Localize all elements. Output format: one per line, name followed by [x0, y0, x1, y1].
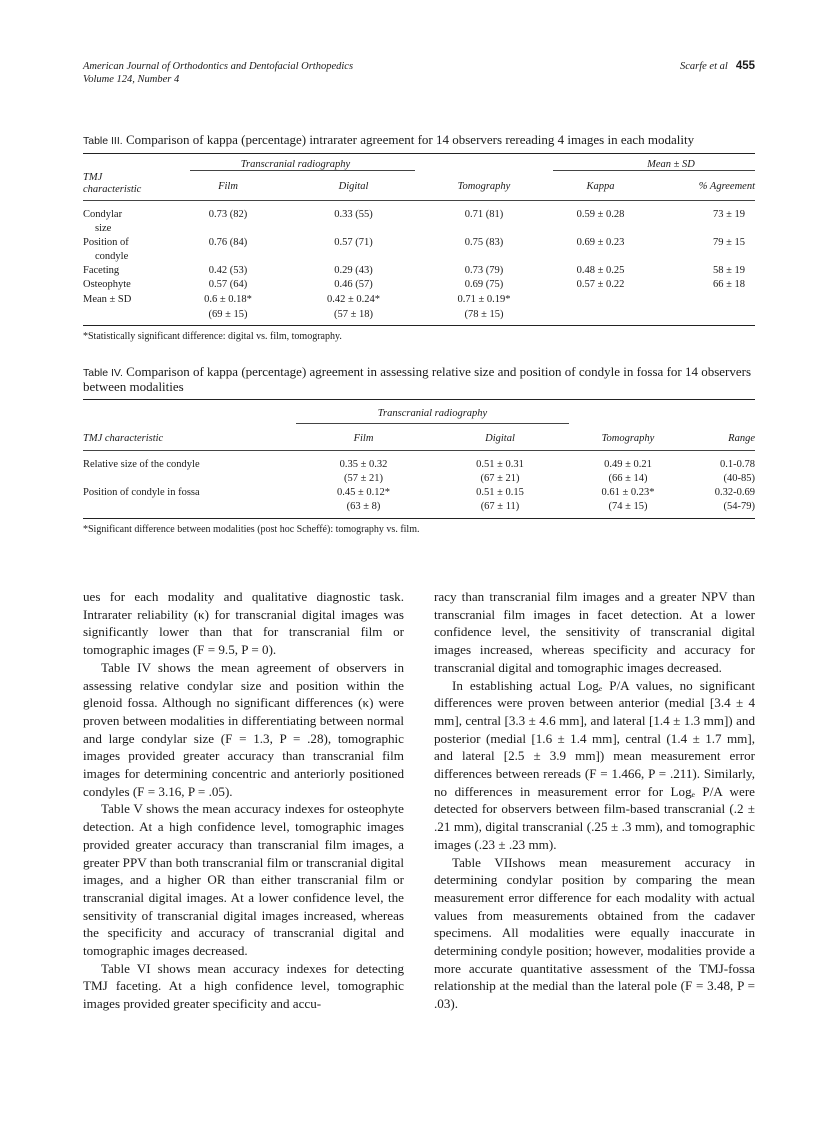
table-iii-grid — [83, 154, 755, 196]
cell-film-pct: (57 ± 21) — [343, 473, 383, 484]
cell-range: 0.32-0.69 — [714, 487, 755, 498]
table-iii-head-film: Film — [218, 181, 238, 192]
cell-agreement: 73 ± 19 — [712, 209, 745, 220]
cell-tomography: 0.61 ± 0.23* — [601, 487, 655, 498]
paragraph: Table IV shows the mean agreement of observers in assessing relative condylar size and position within the glenoid fossa. Although no significant differences (κ) were proven between modalities in differentiating between normal and large condylar size (F = 1.3, P = .28), tomographic images provided greater accuracy than transcranial film images for determining concentric and anteriorly positioned condyles (F = 3.16, P = .05). — [83, 659, 404, 799]
paragraph: racy than transcranial film images and a greater NPV than transcranial film images in facet detection. At a lower confidence level, the sensitivity of transcranial digital images increased, whereas specificity and accuracy for transcranial digital and tomographic images decreased. — [434, 589, 755, 675]
cell-digital: 0.51 ± 0.15 — [476, 487, 524, 498]
table-iv-label: Table IV. — [83, 367, 123, 379]
cell-digital: 0.29 (43) — [334, 265, 373, 276]
cell-film: 0.35 ± 0.32 — [339, 459, 388, 470]
cell-agreement: 79 ± 15 — [712, 237, 745, 248]
paragraph: In establishing actual Logₑ P/A values, no significant differences were proven between anterior (medial [3.4 ± 4 mm], central [3.3 ± 4.6 mm], and lateral [1.4 ± 1.3 mm]) and posterior (medial [1.6 ± 1.4 mm], central (1.4 ± 1.7 mm], and lateral [2.5 ± 3.9 mm]) mean measurement error differences between rereads (F = 1.466, P = .211). Similarly, no differences in measurement error for Logₑ P/A were detected for observers between film-based transcranial (.2 ± .21 mm), digital transcranial (.25 ± .3 mm), and tomographic images (.23 ± .23 mm). — [434, 677, 755, 852]
row-label: Faceting — [83, 265, 120, 276]
table-iv-caption-text: Comparison of kappa (percentage) agreement in assessing relative size and position of condyle in fossa for 14 observers between modalities — [83, 364, 752, 394]
page-number: 455 — [735, 60, 755, 72]
table-iii-mean-digital-pct: (57 ± 18) — [333, 309, 373, 320]
table-row — [83, 486, 755, 514]
table-iii-caption — [83, 133, 755, 148]
paragraph: ues for each modality and qualitative diagnostic task. Intrarater reliability (κ) for transcranial digital images was significantly lower than that for transcranial film or tomographic images (F = 9.5, P = 0). — [83, 589, 404, 658]
row-label: Osteophyte — [83, 279, 131, 290]
row-label: Position of condyle in fossa — [83, 487, 200, 498]
paragraph: Table V shows the mean accuracy indexes for osteophyte detection. At a high confidence level, tomographic images provided greater accuracy than transcranial film images, a greater PPV than both transcranial film or transcranial digital images, and a higher OR than either transcranial film or transcranial digital images. At a lower confidence level, the sensitivity of transcranial digital images increased, whereas the specificity and accuracy of transcranial digital and tomographic images decreased. — [83, 801, 404, 959]
cell-tomography: 0.49 ± 0.21 — [604, 459, 652, 470]
table-row — [83, 208, 755, 236]
table-iv-head-range: Range — [728, 433, 755, 444]
table-iv — [83, 365, 755, 535]
body-text — [83, 588, 755, 1013]
paragraph: Table VI shows mean accuracy indexes for detecting TMJ faceting. At a high confidence level, tomographic images provided greater specificity and accu- — [83, 960, 404, 1012]
cell-tomography: 0.75 (83) — [464, 237, 504, 248]
table-row — [83, 236, 755, 264]
cell-digital: 0.57 (71) — [334, 237, 373, 248]
cell-kappa: 0.57 ± 0.22 — [576, 279, 625, 290]
paragraph: Table VIIshows mean measurement accuracy in determining condylar position by comparing the mean measurement error difference for each modality with actual values from measurements obtained from the cadaver specimens. All modalities were equally inaccurate in determining condyle position; however, modalities provide a more accurate quantitative assessment of the TMJ-fossa relationship at the medial than the lateral pole (F = 3.48, P = .03). — [434, 854, 755, 1012]
cell-tomography-pct: (74 ± 15) — [608, 501, 648, 512]
cell-agreement: 58 ± 19 — [712, 265, 745, 276]
table-iii-mean-tomo: 0.71 ± 0.19* — [457, 294, 511, 305]
table-iv-head-characteristic: TMJ characteristic — [83, 433, 164, 444]
table-iii-head-characteristic: characteristic — [83, 184, 142, 195]
cell-tomography: 0.71 (81) — [464, 209, 504, 220]
running-authors: Scarfe et al — [679, 61, 728, 72]
table-iii-mean-digital: 0.42 ± 0.24* — [326, 294, 380, 305]
cell-film: 0.42 (53) — [208, 265, 248, 276]
table-iii-head-digital: Digital — [338, 181, 369, 192]
table-row — [83, 278, 755, 292]
running-head — [83, 60, 755, 86]
cell-range-pct: (54-79) — [723, 501, 755, 512]
row-label: Relative size of the condyle — [83, 459, 200, 470]
cell-kappa: 0.59 ± 0.28 — [576, 209, 625, 220]
table-iv-head-film: Film — [353, 433, 374, 444]
table-iii-group-transcranial: Transcranial radiography — [240, 159, 351, 170]
table-row — [83, 458, 755, 486]
cell-digital: 0.51 ± 0.31 — [476, 459, 524, 470]
table-iv-grid — [83, 400, 755, 444]
row-label: Position of — [83, 237, 129, 248]
cell-digital: 0.46 (57) — [334, 279, 373, 290]
table-iv-caption — [83, 365, 755, 394]
table-row — [83, 264, 755, 278]
table-iv-head-digital: Digital — [485, 433, 515, 444]
table-iii-head-agreement: % Agreement — [698, 181, 755, 192]
cell-film: 0.57 (64) — [208, 279, 248, 290]
cell-digital: 0.33 (55) — [334, 209, 373, 220]
table-iii-mean-label: Mean ± SD — [83, 294, 132, 305]
table-iv-group-transcranial: Transcranial radiography — [377, 408, 488, 419]
table-iii — [83, 133, 755, 342]
left-column — [83, 588, 404, 1013]
table-iii-head-tmj: TMJ — [83, 172, 103, 183]
cell-digital-pct: (67 ± 21) — [480, 473, 520, 484]
cell-tomography: 0.73 (79) — [464, 265, 504, 276]
cell-agreement: 66 ± 18 — [712, 279, 745, 290]
table-iii-body — [83, 208, 755, 322]
cell-tomography-pct: (66 ± 14) — [608, 473, 648, 484]
table-iv-body — [83, 458, 755, 514]
table-row — [83, 292, 755, 322]
row-label: Condylar — [83, 209, 123, 220]
cell-film-pct: (63 ± 8) — [346, 501, 381, 512]
row-label-cont: condyle — [95, 251, 129, 262]
cell-range: 0.1-0.78 — [720, 459, 755, 470]
table-iii-group-mean: Mean ± SD — [647, 159, 695, 170]
journal-title: American Journal of Orthodontics and Dentofacial Orthopedics — [83, 61, 354, 72]
table-iv-footnote: *Significant difference between modalities (post hoc Scheffé): tomography vs. film. — [83, 524, 420, 535]
journal-volume: Volume 124, Number 4 — [83, 74, 180, 85]
table-iii-footnote: *Statistically significant difference: digital vs. film, tomography. — [83, 331, 342, 342]
cell-film: 0.45 ± 0.12* — [336, 487, 390, 498]
cell-film: 0.73 (82) — [208, 209, 248, 220]
cell-range-pct: (40-85) — [723, 473, 755, 484]
cell-tomography: 0.69 (75) — [464, 279, 504, 290]
row-label-cont: size — [95, 223, 112, 234]
table-iv-head-tomography: Tomography — [601, 433, 655, 444]
cell-kappa: 0.69 ± 0.23 — [576, 237, 625, 248]
table-iii-head-tomography: Tomography — [457, 181, 511, 192]
cell-digital-pct: (67 ± 11) — [480, 501, 520, 512]
table-iii-mean-tomo-pct: (78 ± 15) — [464, 309, 504, 320]
cell-film: 0.76 (84) — [208, 237, 248, 248]
table-iii-label: Table III. — [83, 135, 123, 147]
table-iii-mean-film-pct: (69 ± 15) — [208, 309, 248, 320]
table-iii-mean-film: 0.6 ± 0.18* — [204, 294, 252, 305]
table-iii-caption-text: Comparison of kappa (percentage) intrarater agreement for 14 observers rereading 4 images in each modality — [125, 132, 695, 147]
right-column — [434, 588, 755, 1013]
page — [83, 60, 755, 535]
cell-kappa: 0.48 ± 0.25 — [576, 265, 625, 276]
table-iii-head-kappa: Kappa — [586, 181, 615, 192]
